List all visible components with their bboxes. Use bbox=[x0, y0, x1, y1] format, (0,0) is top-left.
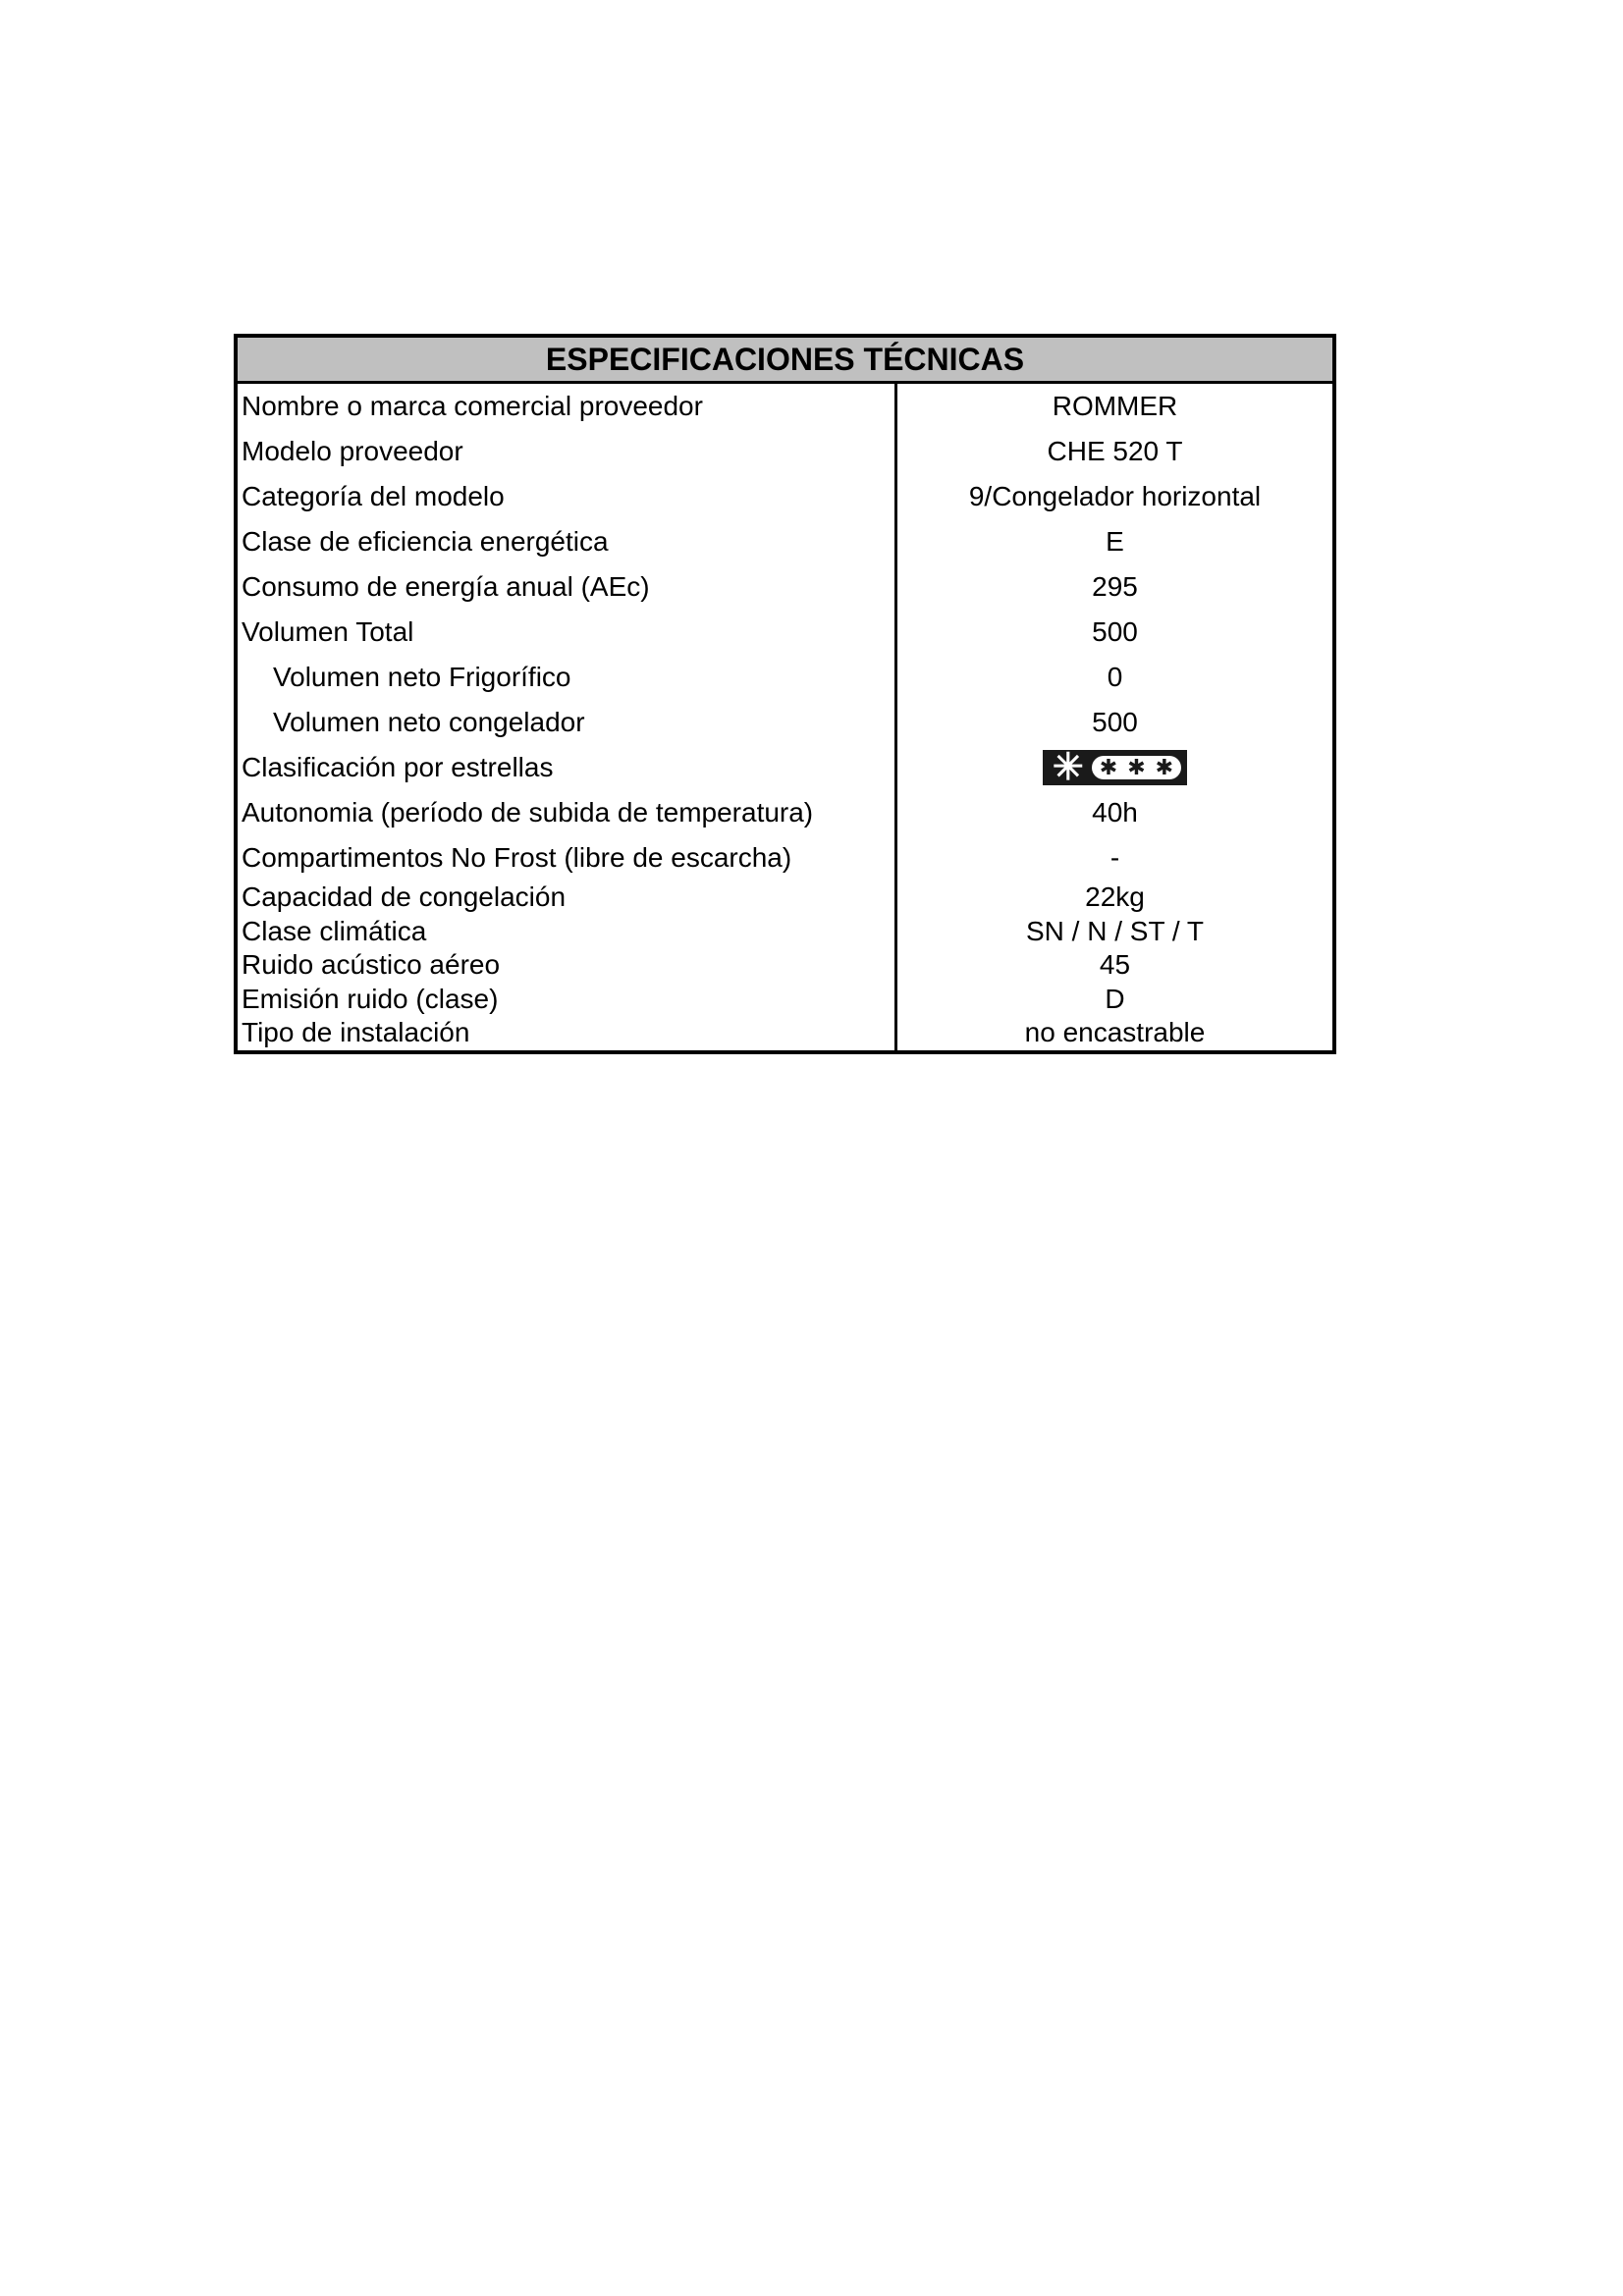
row-label: Compartimentos No Frost (libre de escarcha) bbox=[242, 842, 792, 873]
row-value: SN / N / ST / T bbox=[1025, 915, 1204, 946]
table-row bbox=[238, 1016, 1332, 1050]
row-label: Clase climática bbox=[242, 915, 427, 946]
table-row bbox=[238, 610, 1332, 655]
row-label: Volumen neto Frigorífico bbox=[273, 662, 571, 692]
row-value: no encastrable bbox=[1024, 1017, 1206, 1048]
table-row bbox=[238, 745, 1332, 790]
table-row bbox=[238, 983, 1332, 1017]
row-value: 9/Congelador horizontal bbox=[968, 481, 1262, 511]
row-value: ROMMER bbox=[1052, 391, 1178, 421]
row-value: 0 bbox=[1107, 662, 1123, 692]
table-row bbox=[238, 429, 1332, 474]
row-label: Ruido acústico aéreo bbox=[242, 949, 501, 981]
row-label: Tipo de instalación bbox=[242, 1017, 470, 1048]
table-title: ESPECIFICACIONES TÉCNICAS bbox=[238, 338, 1332, 384]
row-value: 22kg bbox=[1085, 881, 1145, 913]
table-row bbox=[238, 564, 1332, 610]
row-label: Emisión ruido (clase) bbox=[242, 983, 499, 1014]
row-value: D bbox=[1105, 983, 1125, 1014]
table-row bbox=[238, 881, 1332, 915]
table-row bbox=[238, 655, 1332, 700]
row-label: Autonomia (período de subida de temperatura) bbox=[242, 797, 814, 828]
row-label: Consumo de energía anual (AEc) bbox=[242, 571, 650, 602]
row-label: Volumen Total bbox=[242, 616, 414, 647]
table-row bbox=[238, 915, 1332, 949]
table-row bbox=[238, 790, 1332, 835]
table-row bbox=[238, 835, 1332, 881]
row-label: Clase de eficiencia energética bbox=[242, 526, 609, 557]
row-value: - bbox=[1109, 842, 1120, 873]
star-pill bbox=[1092, 756, 1181, 779]
star-icon: ✱ bbox=[1099, 755, 1118, 779]
spec-table bbox=[234, 334, 1336, 1054]
table-row bbox=[238, 519, 1332, 564]
table-row bbox=[238, 948, 1332, 983]
row-label: Clasificación por estrellas bbox=[242, 752, 554, 782]
row-value: 295 bbox=[1092, 571, 1138, 602]
table-row bbox=[238, 474, 1332, 519]
star-icon: ✱ bbox=[1127, 755, 1146, 779]
row-value: 45 bbox=[1099, 949, 1131, 981]
row-value: 500 bbox=[1092, 707, 1138, 737]
four-star-freezer-rating-icon bbox=[1043, 747, 1187, 788]
row-label: Volumen neto congelador bbox=[273, 707, 585, 737]
row-value: 40h bbox=[1092, 797, 1138, 828]
row-label: Nombre o marca comercial proveedor bbox=[242, 391, 703, 421]
table-body bbox=[238, 384, 1332, 1050]
star-icon: ✳ bbox=[1052, 747, 1084, 788]
column-divider bbox=[894, 384, 897, 1050]
row-value bbox=[894, 747, 1332, 788]
star-icon: ✱ bbox=[1155, 755, 1174, 779]
row-label: Capacidad de congelación bbox=[242, 881, 567, 913]
row-value: CHE 520 T bbox=[1047, 436, 1183, 466]
table-row bbox=[238, 700, 1332, 745]
row-value: 500 bbox=[1092, 616, 1138, 647]
row-value: E bbox=[1106, 526, 1124, 557]
row-label: Modelo proveedor bbox=[242, 436, 463, 466]
row-label: Categoría del modelo bbox=[242, 481, 505, 511]
table-row bbox=[238, 384, 1332, 429]
